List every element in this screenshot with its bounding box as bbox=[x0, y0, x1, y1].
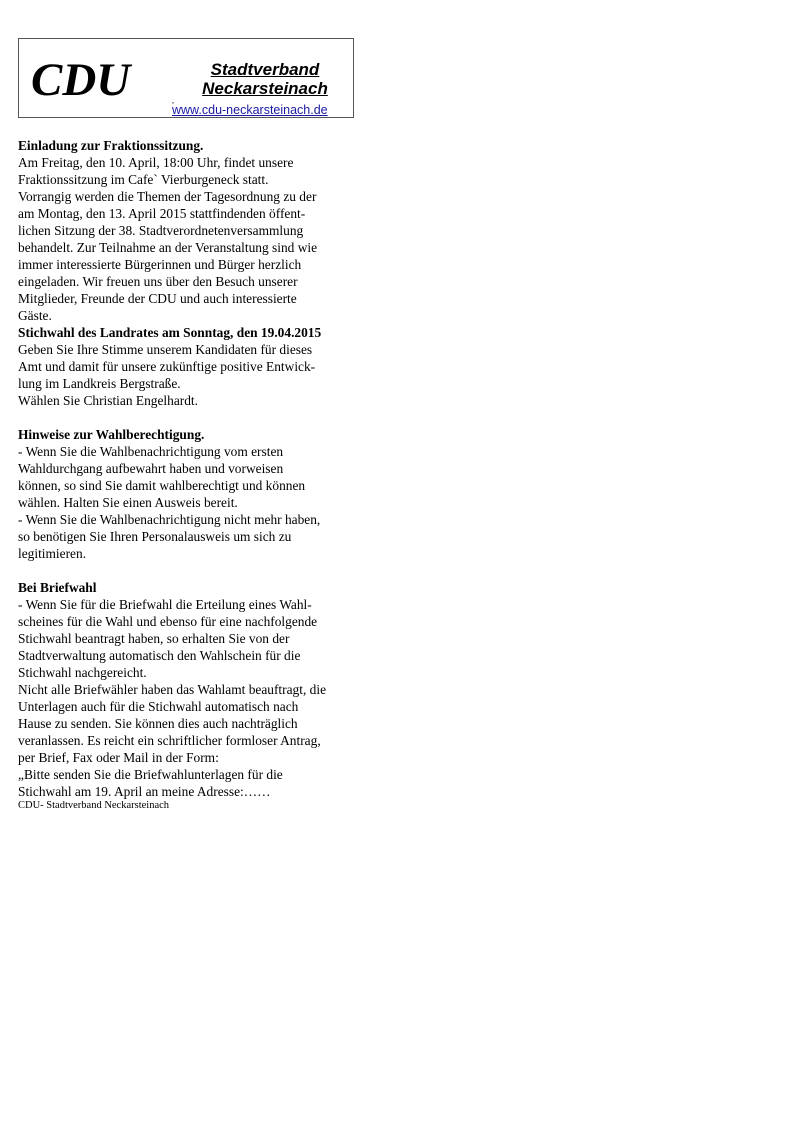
text-line: Vorrangig werden die Themen der Tagesordnung zu der bbox=[18, 189, 317, 204]
text-line: „Bitte senden Sie die Briefwahlunterlagen für die bbox=[18, 767, 283, 782]
text-line: scheines für die Wahl und ebenso für eine nachfolgende bbox=[18, 614, 318, 629]
text-line: Stichwahl nachgereicht. bbox=[18, 665, 147, 680]
website-link[interactable]: www.cdu-neckarsteinach.de bbox=[172, 103, 328, 117]
org-line-1: Stadtverband bbox=[210, 60, 320, 79]
blank-line bbox=[18, 562, 363, 579]
text-line: so benötigen Sie Ihren Personalausweis um sich zu bbox=[18, 529, 292, 544]
text-line: lichen Sitzung der 38. Stadtverordnetenversammlung bbox=[18, 223, 304, 238]
section-heading: Bei Briefwahl bbox=[18, 580, 97, 595]
text-line: Fraktionssitzung im Cafe` Vierburgeneck statt. bbox=[18, 172, 269, 187]
organization-name bbox=[181, 60, 349, 98]
section-heading: Einladung zur Fraktionssitzung. bbox=[18, 138, 204, 153]
org-line-2: Neckarsteinach bbox=[202, 79, 328, 98]
text-line: können, so sind Sie damit wahlberechtigt und können bbox=[18, 478, 306, 493]
cdu-logo: CDU bbox=[31, 54, 131, 106]
text-line: Hause zu senden. Sie können dies auch nachträglich bbox=[18, 716, 298, 731]
footer-text: CDU- Stadtverband Neckarsteinach bbox=[18, 800, 170, 811]
text-line: Geben Sie Ihre Stimme unserem Kandidaten für dieses bbox=[18, 342, 313, 357]
text-line: Wahldurchgang aufbewahrt haben und vorweisen bbox=[18, 461, 284, 476]
text-line: Gäste. bbox=[18, 308, 52, 323]
text-line: immer interessierte Bürgerinnen und Bürger herzlich bbox=[18, 257, 302, 272]
text-line: eingeladen. Wir freuen uns über den Besuch unserer bbox=[18, 274, 298, 289]
text-line: Nicht alle Briefwähler haben das Wahlamt beauftragt, die bbox=[18, 682, 327, 697]
text-line: Stadtverwaltung automatisch den Wahlschein für die bbox=[18, 648, 301, 663]
section-heading: Hinweise zur Wahlberechtigung. bbox=[18, 427, 205, 442]
text-line: Stichwahl am 19. April an meine Adresse:…… bbox=[18, 784, 271, 799]
text-line: behandelt. Zur Teilnahme an der Veranstaltung sind wie bbox=[18, 240, 318, 255]
text-line: legitimieren. bbox=[18, 546, 87, 561]
letterhead-box bbox=[18, 38, 354, 118]
text-line: Am Freitag, den 10. April, 18:00 Uhr, findet unsere bbox=[18, 155, 294, 170]
decorative-dot: , bbox=[172, 96, 174, 105]
section-heading: Stichwahl des Landrates am Sonntag, den 19.04.2015 bbox=[18, 325, 322, 340]
text-line: wählen. Halten Sie einen Ausweis bereit. bbox=[18, 495, 238, 510]
text-line: Stichwahl beantragt haben, so erhalten Sie von der bbox=[18, 631, 290, 646]
text-line: per Brief, Fax oder Mail in der Form: bbox=[18, 750, 219, 765]
text-line: am Montag, den 13. April 2015 stattfindenden öffent- bbox=[18, 206, 306, 221]
text-line: - Wenn Sie für die Briefwahl die Erteilung eines Wahl- bbox=[18, 597, 312, 612]
text-line: Mitglieder, Freunde der CDU und auch interessierte bbox=[18, 291, 297, 306]
text-line: veranlassen. Es reicht ein schriftlicher formloser Antrag, bbox=[18, 733, 321, 748]
text-line: - Wenn Sie die Wahlbenachrichtigung vom ersten bbox=[18, 444, 284, 459]
text-line: Wählen Sie Christian Engelhardt. bbox=[18, 393, 198, 408]
text-line: - Wenn Sie die Wahlbenachrichtigung nicht mehr haben, bbox=[18, 512, 321, 527]
text-line: lung im Landkreis Bergstraße. bbox=[18, 376, 181, 391]
text-line: Unterlagen auch für die Stichwahl automatisch nach bbox=[18, 699, 299, 714]
article-body bbox=[18, 137, 363, 800]
text-line: Amt und damit für unsere zukünftige positive Entwick- bbox=[18, 359, 316, 374]
blank-line bbox=[18, 409, 363, 426]
